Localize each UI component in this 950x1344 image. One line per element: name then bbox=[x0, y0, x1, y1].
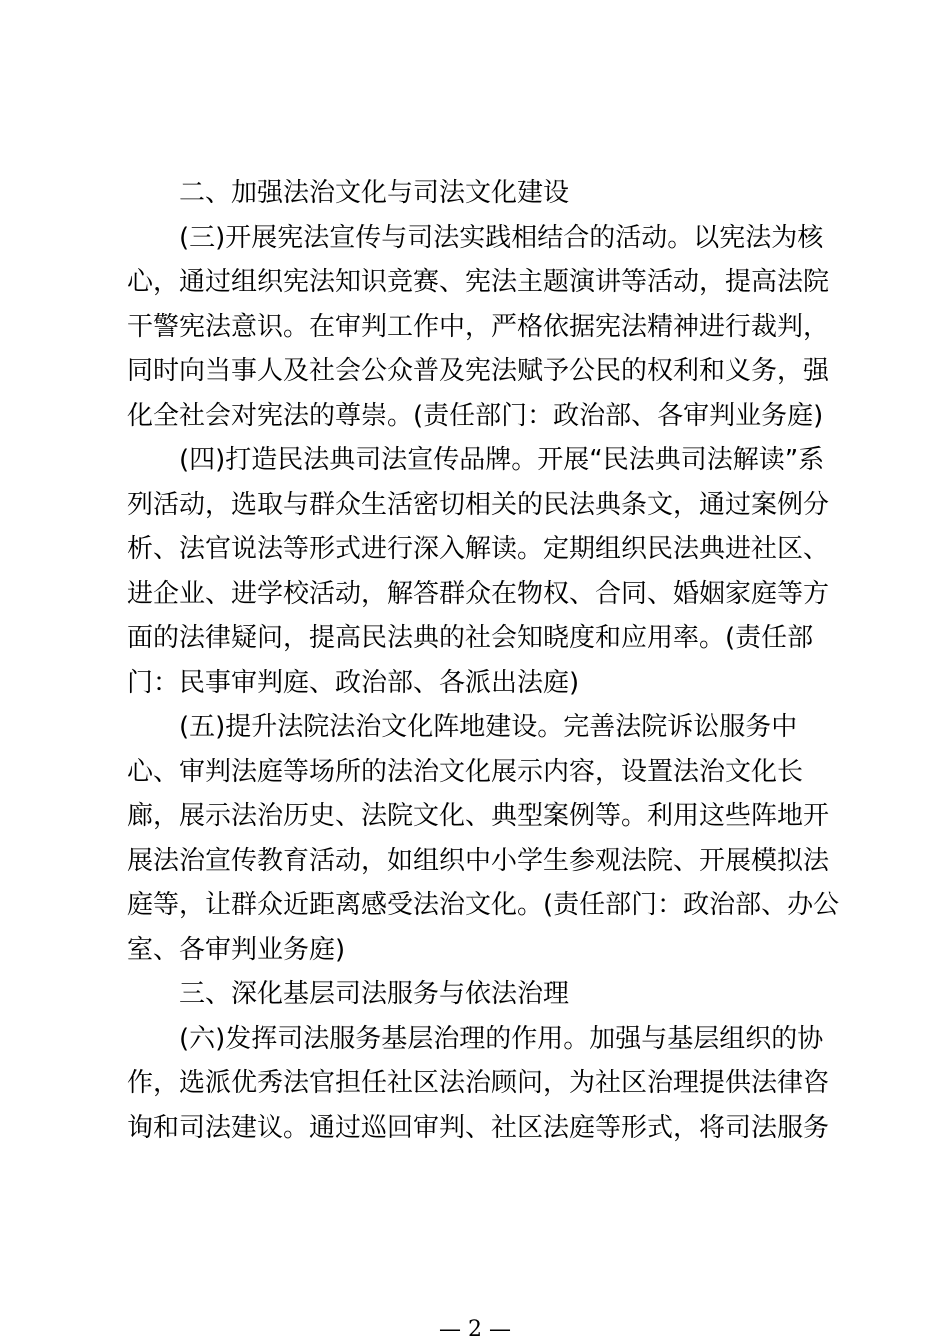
paragraph-3-line: 化全社会对宪法的尊崇。(责任部门：政治部、各审判业务庭) bbox=[127, 400, 824, 431]
paragraph-4-line: 门：民事审判庭、政治部、各派出法庭) bbox=[127, 667, 580, 698]
paragraph-6-line: (六)发挥司法服务基层治理的作用。加强与基层组织的协 bbox=[179, 1023, 824, 1054]
paragraph-4-line: (四)打造民法典司法宣传品牌。开展“民法典司法解读”系 bbox=[179, 445, 825, 475]
section-heading-3: 三、深化基层司法服务与依法治理 bbox=[179, 979, 570, 1009]
paragraph-6-line: 询和司法建议。通过巡回审判、社区法庭等形式，将司法服务 bbox=[127, 1112, 830, 1143]
paragraph-4-line: 进企业、进学校活动，解答群众在物权、合同、婚姻家庭等方 bbox=[127, 578, 830, 609]
paragraph-4-line: 面的法律疑问，提高民法典的社会知晓度和应用率。(责任部 bbox=[127, 623, 814, 653]
paragraph-3-line: 干警宪法意识。在审判工作中，严格依据宪法精神进行裁判， bbox=[127, 311, 830, 342]
paragraph-3-line: 同时向当事人及社会公众普及宪法赋予公民的权利和义务，强 bbox=[127, 356, 830, 386]
paragraph-4-line: 析、法官说法等形式进行深入解读。定期组织民法典进社区、 bbox=[127, 534, 830, 564]
paragraph-4-line: 列活动，选取与群众生活密切相关的民法典条文，通过案例分 bbox=[127, 489, 830, 520]
section-heading-2: 二、加强法治文化与司法文化建设 bbox=[179, 178, 570, 208]
page-number: — 2 — bbox=[439, 1317, 511, 1342]
paragraph-5-line: 廊，展示法治历史、法院文化、典型案例等。利用这些阵地开 bbox=[127, 801, 830, 831]
body-text bbox=[127, 171, 840, 1150]
paragraph-5-line: 室、各审判业务庭) bbox=[127, 934, 346, 965]
paragraph-3-line: (三)开展宪法宣传与司法实践相结合的活动。以宪法为核 bbox=[179, 222, 824, 253]
paragraph-5-line: 心、审判法庭等场所的法治文化展示内容，设置法治文化长 bbox=[127, 756, 804, 787]
paragraph-3-line: 心，通过组织宪法知识竞赛、宪法主题演讲等活动，提高法院 bbox=[127, 267, 830, 297]
paragraph-5-line: 展法治宣传教育活动，如组织中小学生参观法院、开展模拟法 bbox=[127, 845, 830, 876]
paragraph-6-line: 作，选派优秀法官担任社区法治顾问，为社区治理提供法律咨 bbox=[127, 1068, 830, 1098]
paragraph-5-line: 庭等，让群众近距离感受法治文化。(责任部门：政治部、办公 bbox=[127, 890, 840, 920]
paragraph-5-line: (五)提升法院法治文化阵地建设。完善法院诉讼服务中 bbox=[179, 712, 798, 742]
